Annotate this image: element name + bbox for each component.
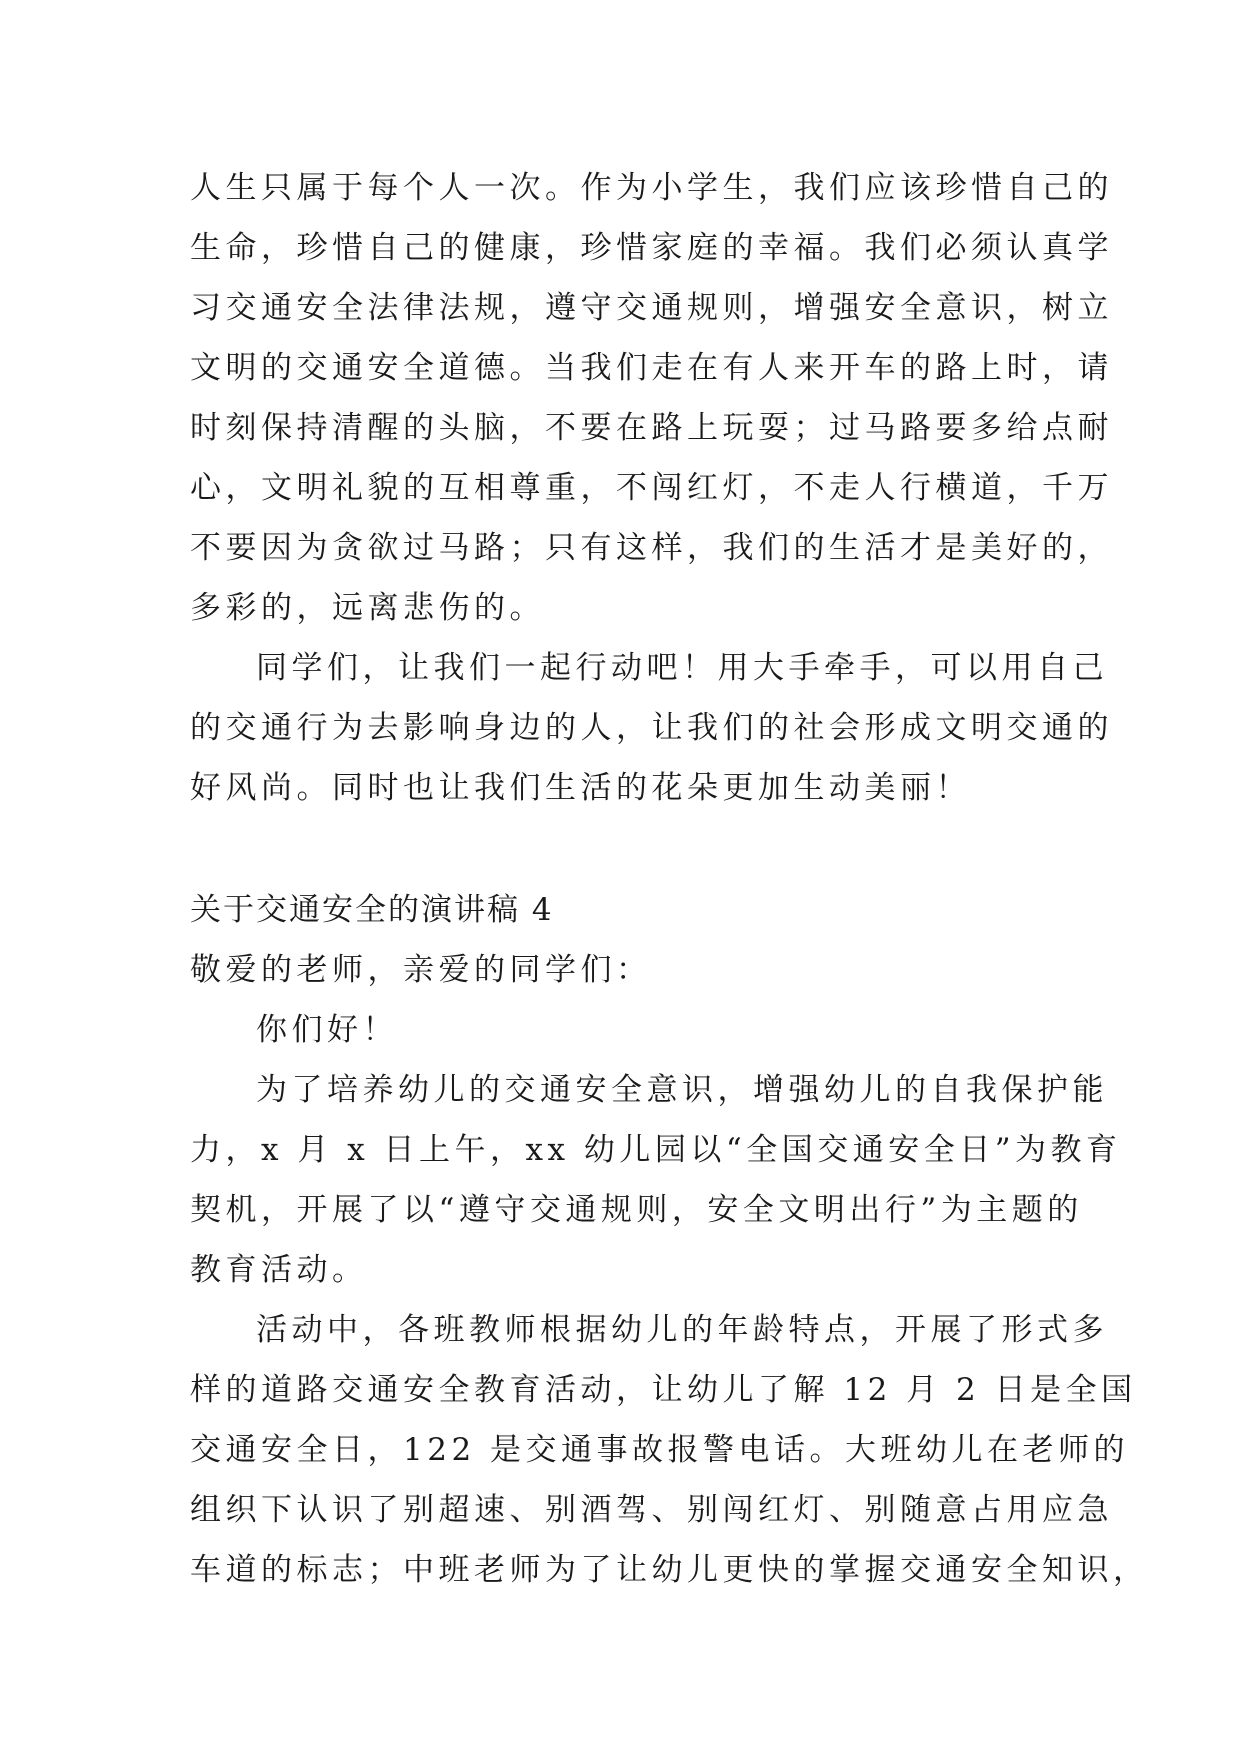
greeting: 你们好！ (256, 1012, 398, 1048)
text-line: 文明的交通安全道德。当我们走在有人来开车的路上时，请 (190, 350, 1113, 386)
text-line: 生命，珍惜自己的健康，珍惜家庭的幸福。我们必须认真学 (190, 230, 1113, 266)
text-line: 多彩的，远离悲伤的。 (190, 590, 545, 626)
text-line: 活动中，各班教师根据幼儿的年龄特点，开展了形式多 (256, 1312, 1108, 1348)
paragraph-activity (190, 1300, 1149, 1600)
salutation: 敬爱的老师，亲爱的同学们： (190, 952, 652, 988)
text-line: 力，x 月 x 日上午，xx 幼儿园以“全国交通安全日”为教育 (190, 1132, 1122, 1168)
text-line: 交通安全日，122 是交通事故报警电话。大班幼儿在老师的 (190, 1432, 1130, 1468)
text-line: 教育活动。 (190, 1252, 368, 1288)
text-line: 组织下认识了别超速、别酒驾、别闯红灯、别随意占用应急 (190, 1492, 1113, 1528)
text-line: 心，文明礼貌的互相尊重，不闯红灯，不走人行横道，千万 (190, 470, 1113, 506)
text-line: 不要因为贪欲过马路；只有这样，我们的生活才是美好的， (190, 530, 1113, 566)
text-line: 契机，开展了以“遵守交通规则，安全文明出行”为主题的 (190, 1192, 1083, 1228)
text-line: 的交通行为去影响身边的人，让我们的社会形成文明交通的 (190, 710, 1113, 746)
text-line: 同学们，让我们一起行动吧！用大手牵手，可以用自己 (256, 650, 1108, 686)
paragraph-purpose (190, 1060, 1122, 1300)
text-line: 习交通安全法律法规，遵守交通规则，增强安全意识，树立 (190, 290, 1113, 326)
section-title: 关于交通安全的演讲稿 4 (190, 892, 554, 928)
text-line: 样的道路交通安全教育活动，让幼儿了解 12 月 2 日是全国 (190, 1372, 1137, 1408)
paragraph-life (190, 158, 1113, 638)
text-line: 人生只属于每个人一次。作为小学生，我们应该珍惜自己的 (190, 170, 1113, 206)
text-line: 时刻保持清醒的头脑，不要在路上玩耍；过马路要多给点耐 (190, 410, 1113, 446)
paragraph-classmates (190, 638, 1113, 818)
text-line: 为了培养幼儿的交通安全意识，增强幼儿的自我保护能 (256, 1072, 1108, 1108)
text-line: 车道的标志；中班老师为了让幼儿更快的掌握交通安全知识， (190, 1552, 1149, 1588)
text-line: 好风尚。同时也让我们生活的花朵更加生动美丽！ (190, 770, 971, 806)
section-spacer (190, 818, 1070, 880)
document-body (190, 158, 1149, 1600)
